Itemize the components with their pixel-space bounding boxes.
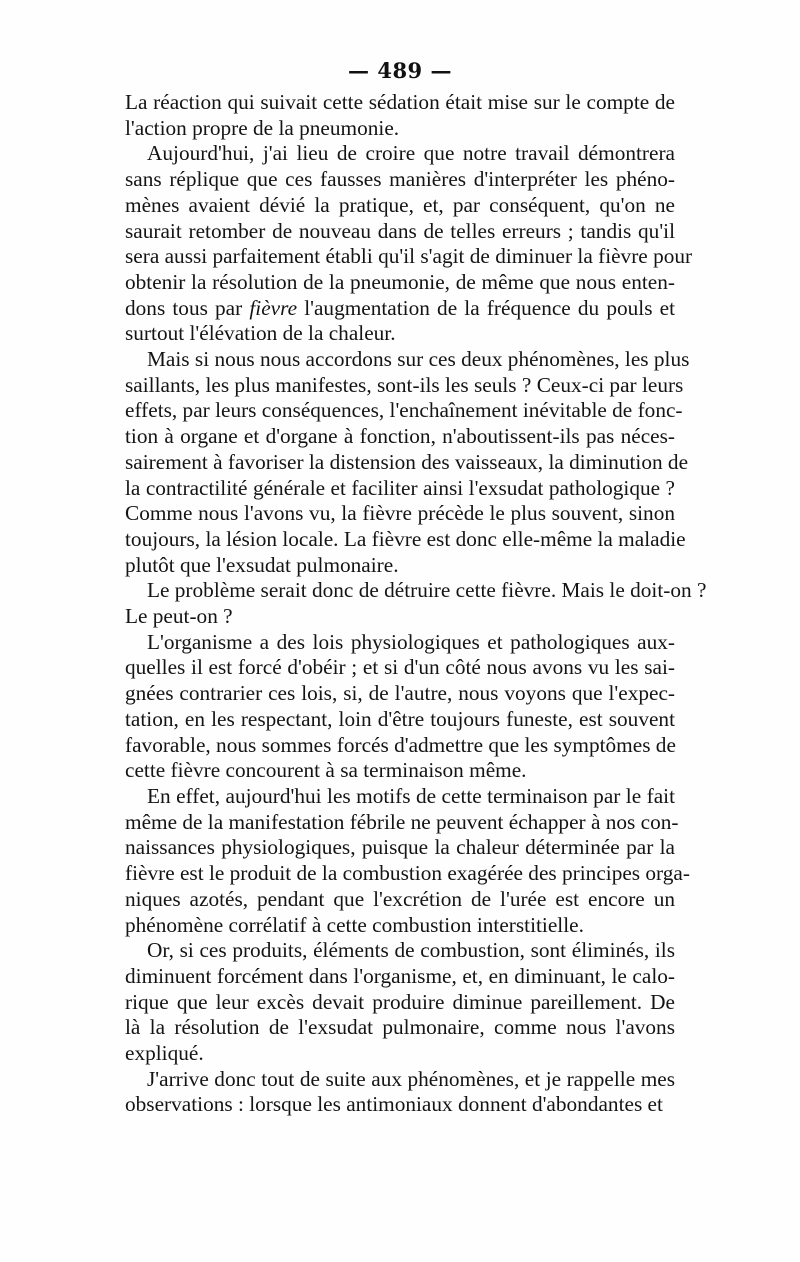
text-line: La réaction qui suivait cette sédation était mise sur le compte de [125, 90, 675, 114]
text-line: saillants, les plus manifestes, sont-ils les seuls ? Ceux-ci par leurs [125, 372, 684, 397]
text-line: Le peut-on ? [125, 604, 233, 629]
text-line: L'organisme a des lois physiologiques et pathologiques aux- [147, 629, 675, 654]
text-line: diminuent forcément dans l'organisme, et, en diminuant, le calo- [125, 963, 675, 988]
text-line: En effet, aujourd'hui les motifs de cette terminaison par le fait [147, 783, 675, 808]
text-line: sera aussi parfaitement établi qu'il s'agit de diminuer la fièvre pour [125, 244, 693, 269]
text-line: l'action propre de la pneumonie. [125, 115, 400, 140]
text-line: gnées contrarier ces lois, si, de l'autre, nous voyons que l'expec- [125, 681, 675, 706]
text-line: surtout l'élévation de la chaleur. [125, 321, 396, 346]
text-line: observations : lorsque les antimoniaux donnent d'abondantes et [125, 1092, 663, 1117]
text-line: mènes avaient dévié la pratique, et, par conséquent, qu'on ne [125, 192, 675, 217]
text-line: phénomène corrélatif à cette combustion interstitielle. [125, 912, 584, 937]
paragraph [125, 783, 690, 938]
text-line: tation, en les respectant, loin d'être toujours funeste, est souvent [125, 706, 675, 731]
text-line: Or, si ces produits, éléments de combustion, sont éliminés, ils [147, 938, 675, 963]
text-line: toujours, la lésion locale. La fièvre est donc elle-même la maladie [125, 526, 686, 551]
page-number: — 489 — [348, 58, 452, 83]
text-line: saurait retomber de nouveau dans de telles erreurs ; tandis qu'il [125, 218, 675, 243]
text-line: la contractilité générale et faciliter ainsi l'exsudat pathologique ? [125, 475, 675, 500]
text-line: tion à organe et d'organe à fonction, n'aboutissent-ils pas néces- [125, 424, 675, 449]
text-line: sans réplique que ces fausses manières d'interpréter les phéno- [125, 167, 675, 192]
text-line: là la résolution de l'exsudat pulmonaire, comme nous l'avons [125, 1015, 675, 1040]
text-line: Mais si nous nous accordons sur ces deux phénomènes, les plus [147, 347, 690, 372]
paragraph [125, 347, 690, 578]
text-line: cette fièvre concourent à sa terminaison même. [125, 758, 527, 783]
text-line: quelles il est forcé d'obéir ; et si d'un côté nous avons vu les sai- [125, 655, 675, 680]
paragraph [125, 578, 707, 629]
text-line: obtenir la résolution de la pneumonie, de même que nous enten- [125, 269, 675, 294]
paragraph [125, 1067, 675, 1118]
text-line: J'arrive donc tout de suite aux phénomènes, et je rappelle mes [147, 1066, 675, 1091]
text-line: effets, par leurs conséquences, l'enchaînement inévitable de fonc- [125, 398, 683, 423]
paragraph [125, 90, 675, 141]
text-line: favorable, nous sommes forcés d'admettre que les symptômes de [125, 732, 676, 757]
text-line: expliqué. [125, 1041, 204, 1066]
text-line: fièvre est le produit de la combustion exagérée des principes orga- [125, 861, 690, 886]
text-line: Aujourd'hui, j'ai lieu de croire que notre travail démontrera [147, 141, 675, 166]
text-line: Comme nous l'avons vu, la fièvre précède le plus souvent, sinon [125, 501, 675, 526]
paragraph [125, 938, 675, 1067]
paragraph [125, 630, 675, 784]
text-line: Le problème serait donc de détruire cette fièvre. Mais le doit-on ? [147, 578, 707, 603]
text-line: rique que leur excès devait produire diminue pareillement. De [125, 989, 675, 1014]
text-line: sairement à favoriser la distension des vaisseaux, la diminution de [125, 449, 689, 474]
paragraph [125, 141, 693, 347]
text-line: niques azotés, pendant que l'excrétion de l'urée est encore un [125, 886, 675, 911]
text-line: plutôt que l'exsudat pulmonaire. [125, 552, 399, 577]
body-text [125, 90, 707, 1118]
text-line: dons tous par fièvre l'augmentation de la fréquence du pouls et [125, 295, 675, 320]
text-line: naissances physiologiques, puisque la chaleur déterminée par la [125, 835, 675, 860]
text-line: même de la manifestation fébrile ne peuvent échapper à nos con- [125, 809, 679, 834]
